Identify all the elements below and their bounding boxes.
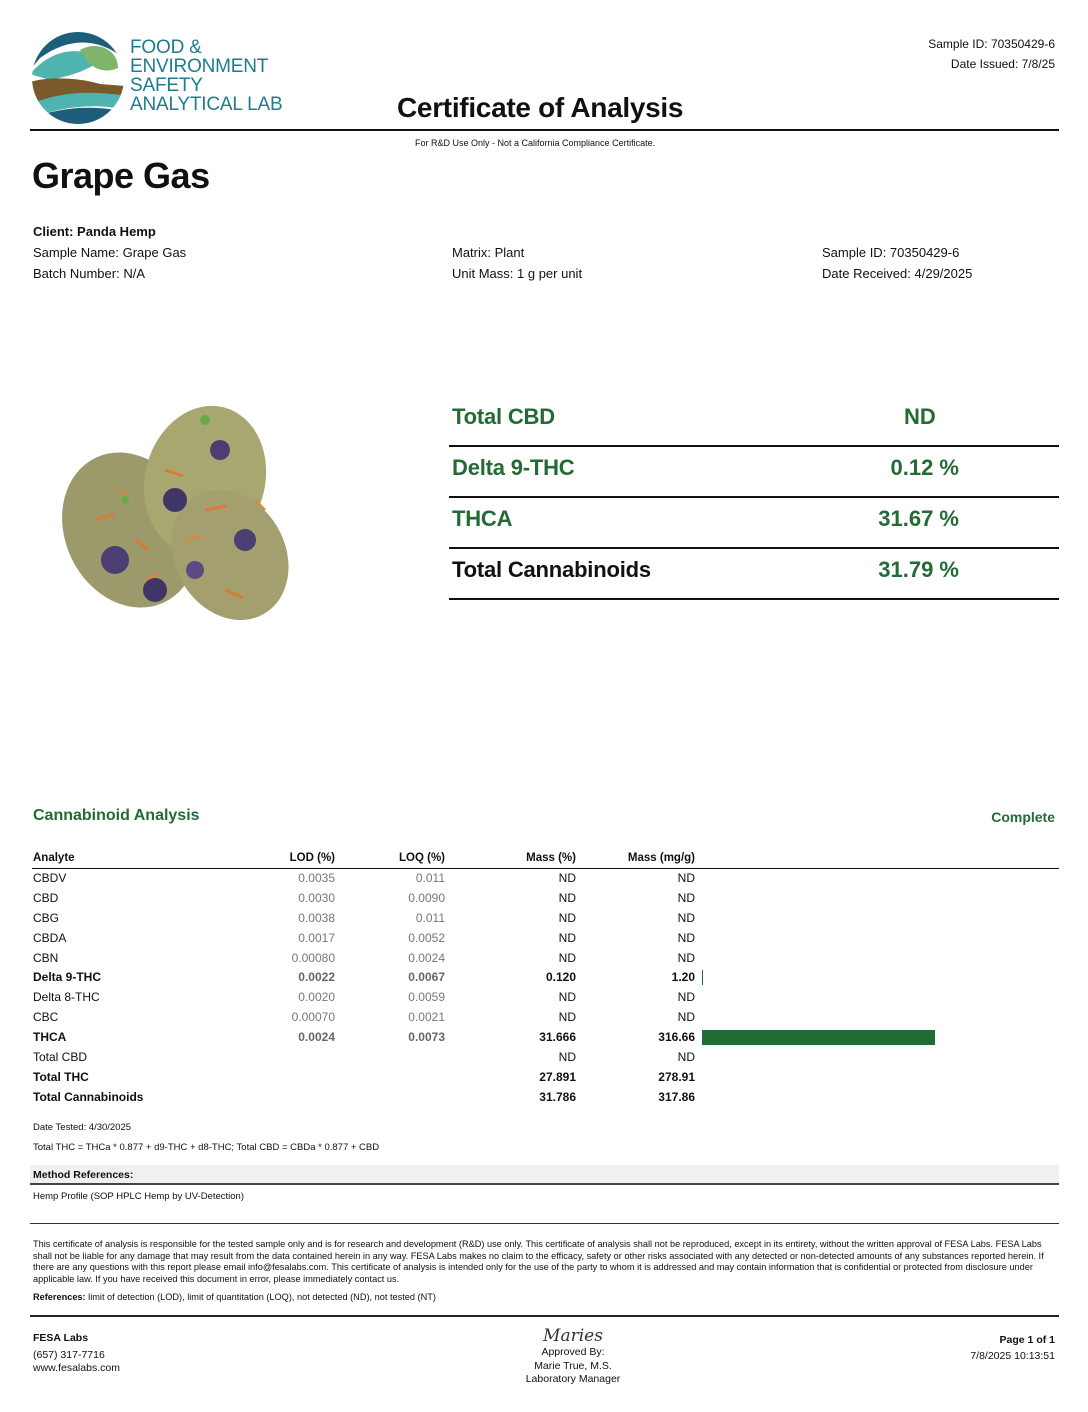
column-header: Mass (mg/g) (627, 852, 695, 864)
loq-cell: 0.0059 (408, 990, 445, 1005)
table-body (32, 869, 1059, 1108)
analyte-cell: CBN (33, 950, 59, 965)
method-reference: Hemp Profile (SOP HPLC Hemp by UV-Detection) (33, 1191, 245, 1202)
mass-mg-cell: 278.91 (658, 1069, 695, 1084)
table-row (32, 889, 1059, 909)
analyte-cell: CBDA (33, 930, 67, 945)
date-tested: Date Tested: 4/30/2025 (33, 1122, 132, 1133)
mass-percent-cell: ND (558, 1050, 576, 1065)
loq-cell: 0.011 (415, 910, 445, 925)
table-row (32, 988, 1059, 1008)
date-received: Date Received: 4/29/2025 (822, 266, 973, 281)
mass-percent-cell: ND (558, 890, 576, 905)
footer-divider (30, 1315, 1059, 1317)
references (33, 1292, 436, 1302)
summary-row-delta9-thc (449, 447, 1059, 498)
potency-summary (449, 396, 1059, 600)
summary-value: 31.67 % (878, 506, 959, 531)
mass-percent-cell: ND (558, 1010, 576, 1025)
sample-info-middle (452, 242, 582, 284)
table-row (32, 869, 1059, 889)
mass-mg-cell: ND (677, 1050, 695, 1065)
analyte-cell: THCA (33, 1030, 67, 1045)
analyte-cell: CBD (33, 890, 59, 905)
table-row (32, 909, 1059, 929)
sample-title: Grape Gas (32, 155, 210, 196)
loq-cell: 0.0024 (408, 950, 445, 965)
lod-cell: 0.0017 (298, 930, 335, 945)
mass-mg-cell: ND (677, 890, 695, 905)
sample-id: Sample ID: 70350429-6 (822, 245, 960, 260)
mass-percent-cell: ND (558, 950, 576, 965)
logo-line: SAFETY (130, 75, 203, 96)
mass-mg-cell: 316.66 (658, 1030, 695, 1045)
summary-label: Delta 9-THC (452, 455, 575, 480)
mass-mg-cell: ND (677, 1010, 695, 1025)
total-formula: Total THC = THCa * 0.877 + d9-THC + d8-THC; Total CBD = CBDa * 0.877 + CBD (33, 1142, 380, 1153)
analyte-cell: Delta 8-THC (33, 990, 100, 1005)
mass-percent-cell: 27.891 (539, 1069, 576, 1084)
matrix: Matrix: Plant (452, 245, 525, 260)
analyte-cell: Delta 9-THC (33, 970, 102, 985)
mass-mg-cell: 1.20 (671, 970, 695, 985)
mass-mg-cell: ND (677, 910, 695, 925)
summary-label: THCA (452, 506, 513, 531)
section-title-cannabinoid-analysis: Cannabinoid Analysis (33, 807, 200, 824)
mass-mg-cell: ND (677, 950, 695, 965)
column-header: Analyte (33, 852, 75, 864)
mass-percent-cell: 31.666 (539, 1030, 576, 1045)
mass-mg-cell: ND (677, 930, 695, 945)
sample-name-field: Sample Name: Grape Gas (33, 245, 187, 260)
analyte-cell: CBG (33, 910, 60, 925)
status-badge: Complete (991, 809, 1055, 825)
approver-title: Laboratory Manager (525, 1373, 621, 1385)
loq-cell: 0.011 (415, 871, 445, 885)
lod-cell: 0.00080 (291, 950, 335, 965)
header-date-issued: Date Issued: 7/8/25 (950, 57, 1055, 71)
mass-percent-cell: 0.120 (545, 970, 576, 985)
sample-info-right (822, 242, 972, 284)
mass-percent-cell: ND (558, 871, 576, 885)
loq-cell: 0.0021 (408, 1010, 445, 1025)
lod-cell: 0.0024 (298, 1030, 335, 1045)
analyte-cell: CBDV (33, 871, 67, 885)
footer-phone: (657) 317-7716 (33, 1348, 105, 1361)
signature: Maries (543, 1326, 603, 1346)
rd-use-note: For R&D Use Only - Not a California Compliance Certificate. (415, 138, 656, 148)
lod-cell: 0.0020 (298, 990, 335, 1005)
mass-bar (702, 1030, 935, 1045)
page-number: Page 1 of 1 (999, 1334, 1055, 1346)
summary-label: Total Cannabinoids (452, 557, 651, 582)
loq-cell: 0.0073 (408, 1030, 445, 1045)
table-row (32, 949, 1059, 969)
lod-cell: 0.0022 (298, 970, 335, 985)
client-name: Client: Panda Hemp (33, 224, 156, 239)
mass-mg-cell: ND (677, 871, 695, 885)
table-header (32, 852, 1059, 869)
lod-cell: 0.0035 (298, 871, 335, 885)
sample-info-left (33, 221, 186, 284)
analyte-cell: Total THC (33, 1069, 89, 1084)
analyte-cell: CBC (33, 1010, 59, 1025)
analyte-cell: Total Cannabinoids (33, 1089, 144, 1104)
fesa-logo-icon (30, 30, 126, 126)
analyte-cell: Total CBD (33, 1050, 88, 1065)
product-image (55, 390, 305, 635)
footer-contact (33, 1332, 120, 1376)
column-header: LOD (%) (289, 852, 335, 864)
unit-mass: Unit Mass: 1 g per unit (452, 266, 583, 281)
footer-website[interactable]: www.fesalabs.com (33, 1362, 120, 1374)
footer-approval (500, 1326, 646, 1387)
disclaimer-text: This certificate of analysis is responsible for the tested sample only and is for research and development (R&D) use only. This certificate of analysis shall not be reproduced, except in its entirety, without the written approval of FESA Labs. FESA Labs shall not be liable for any damage that may result from the data contained herein in any way. FESA Labs makes no claim to the efficacy, safety or other risks associated with any detected or non-detected amounts of any substances reported herein. If there are any questions with this report please email info@fesalabs.com. This certificate of analysis is intended only for the use of the party to whom it is addressed and may contain information that is confidential or protected from disclosure under applicable law. If you have received this document in error, please immediately contact us. (33, 1239, 1044, 1284)
mass-percent-cell: ND (558, 930, 576, 945)
approved-by-label: Approved By: (541, 1346, 605, 1358)
summary-row-thca (449, 498, 1059, 549)
header-sample-id: Sample ID: 70350429-6 (928, 37, 1055, 51)
loq-cell: 0.0067 (408, 970, 445, 985)
summary-value: ND (904, 404, 936, 429)
logo-line: FOOD & (130, 37, 202, 58)
mass-mg-cell: 317.86 (658, 1089, 695, 1104)
footer-page-info (970, 1332, 1055, 1364)
mass-mg-cell: ND (677, 990, 695, 1005)
table-row (32, 929, 1059, 949)
header-divider (30, 129, 1059, 131)
disclaimer-divider (30, 1223, 1059, 1224)
approver-name: Marie True, M.S. (534, 1359, 612, 1372)
mass-percent-cell: ND (558, 910, 576, 925)
fesa-logo (30, 30, 300, 126)
page-title: Certificate of Analysis (397, 92, 684, 123)
table-row (32, 1088, 1059, 1108)
summary-label: Total CBD (452, 404, 555, 429)
mass-percent-cell: 31.786 (539, 1089, 576, 1104)
mass-percent-cell: ND (558, 990, 576, 1005)
column-header: Mass (%) (526, 852, 576, 864)
summary-value: 31.79 % (878, 557, 959, 582)
batch-number: Batch Number: N/A (33, 266, 145, 281)
lod-cell: 0.0030 (298, 890, 335, 905)
table-row (32, 1008, 1059, 1028)
lod-cell: 0.0038 (298, 910, 335, 925)
method-references-header: Method References: (30, 1165, 1059, 1185)
loq-cell: 0.0052 (408, 930, 445, 945)
footer-timestamp: 7/8/2025 10:13:51 (970, 1350, 1055, 1362)
column-header: LOQ (%) (399, 852, 445, 864)
summary-row-total-cbd (449, 396, 1059, 447)
table-row (32, 1028, 1059, 1048)
header-meta (928, 34, 1055, 74)
mass-bar (702, 970, 703, 985)
logo-line: ENVIRONMENT (130, 56, 269, 77)
summary-row-total-cannabinoids (449, 549, 1059, 600)
table-row (32, 968, 1059, 988)
references-label: References: (33, 1292, 86, 1302)
table-row (32, 1048, 1059, 1068)
summary-value: 0.12 % (890, 455, 959, 480)
logo-line: ANALYTICAL LAB (130, 94, 283, 115)
references-text: limit of detection (LOD), limit of quantitation (LOQ), not detected (ND), not tested (NT) (85, 1292, 436, 1302)
table-row (32, 1068, 1059, 1088)
cannabinoid-table (32, 852, 1059, 1108)
logo-wordmark (130, 38, 282, 114)
loq-cell: 0.0090 (408, 890, 445, 905)
lod-cell: 0.00070 (291, 1010, 335, 1025)
footer-company: FESA Labs (33, 1332, 89, 1344)
